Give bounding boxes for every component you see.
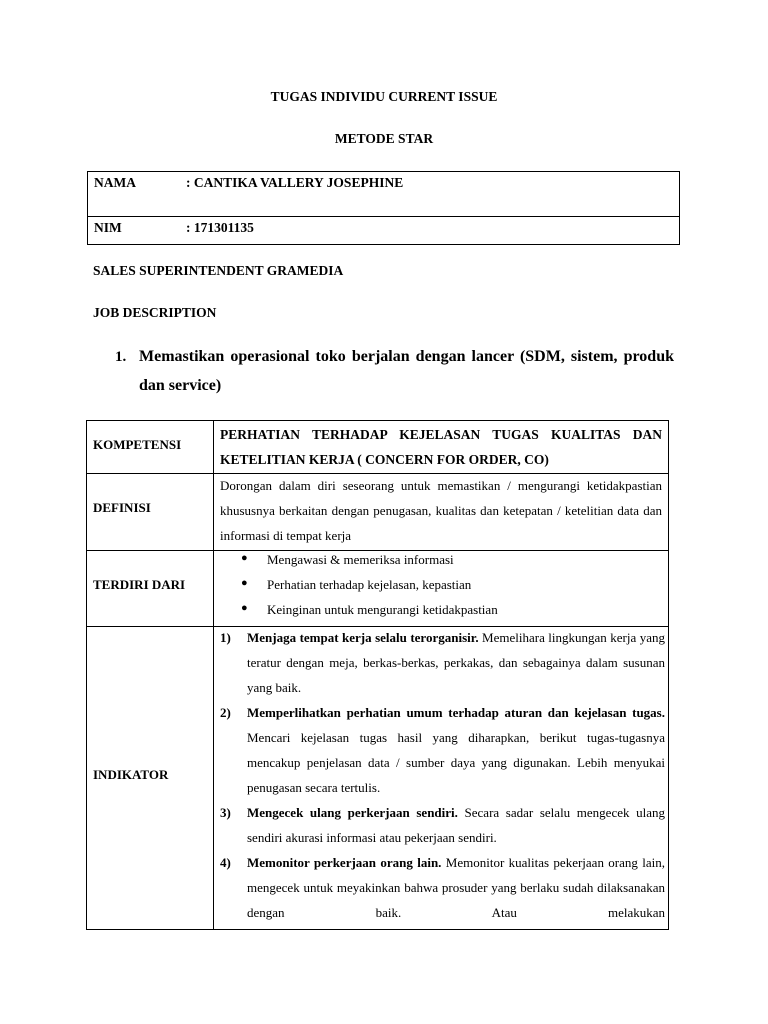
- nim-value: : 171301135: [186, 220, 254, 235]
- document-title: TUGAS INDIVIDU CURRENT ISSUE: [270, 89, 498, 104]
- definisi-value: Dorongan dalam diri seseorang untuk memastikan / mengurangi ketidakpastian khususnya berkaitan dengan penugasan, kualitas dan ketepatan / ketelitian data dan informasi di tempat kerja: [220, 478, 662, 543]
- column-divider: [213, 421, 214, 929]
- position-heading: SALES SUPERINTENDENT GRAMEDIA: [93, 263, 344, 278]
- name-value: : CANTIKA VALLERY JOSEPHINE: [186, 175, 404, 190]
- bullet-icon: ●: [241, 552, 248, 564]
- identity-table: [87, 171, 680, 245]
- terdiri-item: ● Perhatian terhadap kejelasan, kepastian: [241, 577, 472, 592]
- terdiri-item: ● Mengawasi & memeriksa informasi: [241, 552, 454, 567]
- item-text: Memastikan operasional toko berjalan dengan lancer (SDM, sistem, produk dan service): [139, 348, 674, 394]
- kompetensi-label: KOMPETENSI: [93, 437, 182, 452]
- indikator-label: INDIKATOR: [93, 767, 169, 782]
- row-divider: [87, 550, 668, 551]
- terdiri-item: ● Keinginan untuk mengurangi ketidakpastian: [241, 602, 498, 617]
- definisi-label: DEFINISI: [93, 500, 151, 515]
- name-label: NAMA: [94, 175, 136, 190]
- competency-table: KOMPETENSI PERHATIAN TERHADAP KEJELASAN TUGAS KUALITAS DAN KETELITIAN KERJA ( CONCERN FOR ORDER, CO) DEFINISI Dorongan dalam diri seseorang untuk memastikan / mengurangi ketidakpastian khususnya berkaitan dengan penugasan, kualitas dan ketepatan / ketelitian data dan informasi di tempat kerja TERDIRI DARI ● Mengawasi & memeriksa informasi ● Perhatian terhadap kejelasan, kepastian ● Keinginan untuk mengurangi ketidakpastian INDIKATOR 1) Menjaga tempat kerja selalu terorganisir. Memelihara lingkungan kerja yang teratur dengan meja, berkas-berkas, perkakas, dan sebagainya dalam susunan yang baik. 2) Memperlihatkan perhatian umum terhadap aturan dan kejelasan tugas. Mencari kejelasan tugas hasil yang diharapkan, berikut tugas-tugasnya mencakup penjelasan data / sumber daya yang digunakan. Lebih menyukai penugasan secara tertulis. 3) Mengecek ulang perkerjaan sendiri. Secara sadar selalu mengecek ulang sendiri akurasi informasi atau pekerjaan sendiri. 4) Memonitor perkerjaan orang lain. Memonitor kualitas pekerjaan orang lain, mengecek untuk meyakinkan bahwa prosuder yang berlaku sudah dilaksanakan dengan baik. Atau melakukan: [86, 420, 669, 930]
- job-description-heading: JOB DESCRIPTION: [93, 305, 217, 320]
- nim-label: NIM: [94, 220, 122, 235]
- document-subtitle: METODE STAR: [334, 131, 434, 146]
- bullet-icon: ●: [241, 602, 248, 614]
- item-number: 1.: [115, 349, 127, 365]
- kompetensi-value: PERHATIAN TERHADAP KEJELASAN TUGAS KUALITAS DAN KETELITIAN KERJA ( CONCERN FOR ORDER, CO): [220, 427, 662, 467]
- terdiri-dari-label: TERDIRI DARI: [93, 577, 186, 592]
- bullet-icon: ●: [241, 577, 248, 589]
- identity-divider: [88, 216, 679, 217]
